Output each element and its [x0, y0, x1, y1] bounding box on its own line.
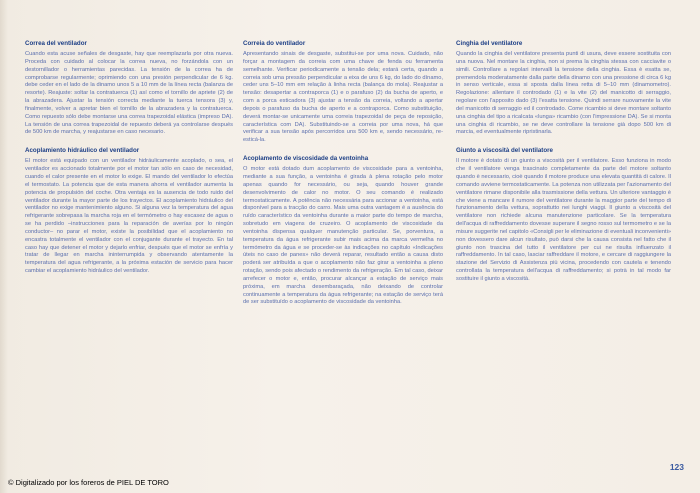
- section-body: Apresentando sinais de desgaste, substitui-se por uma nova. Cuidado, não forçar a montagem da correia com uma chave de fenda ou ferramenta semelhante. Verificar periodicamente a tensão dela; estará certa, quando a correia sob uma pressão perpendicular a eixa de uns 6 kg, do lado do dínamo, ceder uns 5–10 mm em relação à linha recta (balança do mola). Reajustar a tensão: desapertar a contraporca (1) e o parafuso (2) da bucha de aperto, e com a porca esticadora (3) ajustar a tensão da correia, voltando a apertar depois o parafuso da bucha de aperto e a contraporca. Como substituição, deverá montar-se unicamente uma correia trapezoidal de peça de reposição, característica com DA). Substituindo-se a correia por uma nova, há que verificar a sua tensão após percorridos uns 500 km e, sendo necessário, re-esticá-la.: [243, 51, 443, 144]
- page-number: 123: [669, 462, 684, 472]
- section-heading: Giunto a viscosità del ventilatore: [456, 147, 553, 155]
- section-body: El motor está equipado con un ventilador hidráulicamente acoplado, o sea, el ventilador es accionado totalmente por el motor tan sólo en caso de necesidad, cuando el calor presente en el motor lo exige. El mando del ventilador lo efectúa el termostato. La potencia que de esta manera ahorra el ventilador aumenta la potencia de propulsión del coche. Otra ventaja es la ausencia de todo ruido del ventilador durante la mayor parte de los trayectos. El acoplamiento hidráulico del ventilador no exige mantenimiento alguno. Si alguna vez la temperatura del agua refrigerante sobrepasa la marcha roja en el termómetro o hay escasez de agua o se ha perdido –instrucciones para la reparación de averías por lo ningún conductor– no parar el motor, existe la posibilidad que el acoplamiento no encastra totalmente el ventilador con el conjugante durante el trayecto. En tal caso hay que detener el motor y dejarlo enfriar, después que el motor se enfría y tratar de llegar en marcha ininterrumpida y observando atentamente la temperatura del agua refrigerante, a la próxima estación de servicio para hacer cambiar el acoplamiento hidráulico del ventilador.: [25, 158, 233, 275]
- column-italian: [456, 40, 671, 294]
- scan-credit-footer: © Digitalizado por los foreros de PIEL DE TORO: [8, 478, 169, 487]
- page-fold-shadow: [0, 0, 8, 493]
- section-fan-belt-it: [456, 40, 671, 137]
- section-fan-coupling-pt: [243, 155, 443, 307]
- section-heading: Acoplamiento hidráulico del ventilador: [25, 147, 140, 155]
- section-heading: Correia do ventilador: [243, 40, 306, 47]
- section-heading: Correa del ventilador: [25, 40, 87, 47]
- section-heading: Cinghia del ventilatore: [456, 40, 523, 47]
- section-body: Quando la cinghia del ventilatore presenta punti di usura, deve essere sostituita con una nuova. Nel montare la cinghia, non si prema la cinghia stessa con cacciavite o simili. Controllare a regolari intervalli la tensione della cinghia. Essa è esatta se, premendola moderatamente dalla parte della dinamo con una pressione di circa 6 kg in senso verticale, essa si sposta dalla linea retta di 5–10 mm (dinamometro). Regolazione: allentare il controdado (1) e la vite (2) del manicotto di serraggio, regolare con l'apposito dado (3) l'esatta tensione. Quindi serrare nuovamente la vite del manicotto di serraggio ed il controdado. Come ricambio si deve montare soltanto una cinghia del tipo a ricalcata «lunga» ricambio (con l'impressione DA). Se si monta una cinghia di ricambio, se ne deve controllare la tensione già dopo 500 km di marcia, ed eventualmente ripristinarla.: [456, 51, 671, 136]
- section-fan-belt-pt: [243, 40, 443, 145]
- column-portuguese: [243, 40, 443, 317]
- section-fan-belt-es: [25, 40, 233, 137]
- section-heading: Acoplamento de viscosidade da ventoinha: [243, 155, 369, 163]
- section-body: Cuando esta acuse señales de desgaste, hay que reemplazarla por otra nueva. Proceda con cuidado al colocar la correa nueva, no forzándola con un destornillador o herramientas parecidas. La tensión de la correa ha de comprobarse regularmente; oprimiendo con una presión perpendicular de 6 kg. debe ceder en el lado de la dinamo unos 5 a 10 mm de la línea recta (balanza de resorte). Reajuste: soltar la contratuerca (1) así como el tornillo de apriete (2) de la abrazadera. Ajustar la tensión correcta mediante la tuerca tensora (3) y, finalmente, volver a apretar bien el tornillo de la abrazadera y la contratuerca. Como repuesto sólo debe montarse una correa trapezoidal elástica (impreso DA). La tensión de una correa trapezoidal de repuesto deberá ya controlarse después de 500 km de marcha, y reajustarse en caso necesario.: [25, 51, 233, 136]
- section-body: O motor está dotado dum acoplamento de viscosidade para a ventoinha, mediante a sua função, a ventoinha é girada à plena rotação pelo motor apenas quando for necessário, ou seja, quando houver grande desenvolvimento de calor no motor. O seu comando é realizado termostaticamente. A potência não necessária para accionar a ventoinha, está disponível para a tracção do carro. Mais uma outra vantagem é a ausência do ruído característico da ventoinha durante a maior parte do tempo de marcha, sobretudo em viagens de cruzeiro. O acoplamento de viscosidade da ventoinha dispensa qualquer manutenção particular. Se, porventura, a temperatura da água refrigerante subir mais acima da marca vermelha no termómetro da água e se proceder-se às indicações no capítulo «Indicações úteis no caso de panes» não deverá reparar, resultado então a causa disto poderá ser atribuída a que o acoplamento não faz girar a ventoinha a pleno rotação, sendo pois afectado o rendimento da refrigeração. Em tal caso, deixar arrefecer o motor e, então, procurar alcançar a estação de serviço mais próxima, em marcha desembaraçada, não deixando de controlar continuamente a temperatura da água refrigerante; na estação de serviço terá de ser substituído o acoplamento de viscosidade da ventoinha.: [243, 166, 443, 306]
- section-body: Il motore è dotato di un giunto a viscosità per il ventilatore. Esso funziona in modo che il ventilatore venga trascinato completamente da parte del motore soltanto quando è necessario, cioè quando il motore produce una elevata quantità di calore. Il comando avviene termostaticamente. La potenza non utilizzata per l'azionamento del ventilatore rimane disponibile alla trasmissione della vettura. Un ulteriore vantaggio è che viene a mancare il rumore del ventilatore durante la maggior parte del tempo di funzionamento della vettura, soprattutto nei lunghi viaggi. Il giunto a viscosità del ventilatore non richiede alcuna manutenzione particolare. Se la temperatura dell'acqua di raffreddamento dovesse superare il segno rosso sul termometro e se la misure suggerite nel capitolo «Consigli per le eliminazione di eventuali inconvenienti» non dovessero dare alcun risultato, può darsi che la causa consista nel fatto che il giunto non trascina del tutto il ventilatore per cui ne risulta influenzato il raffreddamento. In tal caso, lasciar raffreddare il motore, e cercare di raggiungere la stazione del Servizio di Assistenza più vicina, procedendo con cautela e tenendo controllata la temperatura dell'acqua di raffreddamento; si potrà in tal modo far sostituire il giunto a viscosità.: [456, 158, 671, 282]
- section-fan-coupling-es: [25, 147, 233, 276]
- section-fan-coupling-it: [456, 147, 671, 284]
- column-spanish: [25, 40, 233, 286]
